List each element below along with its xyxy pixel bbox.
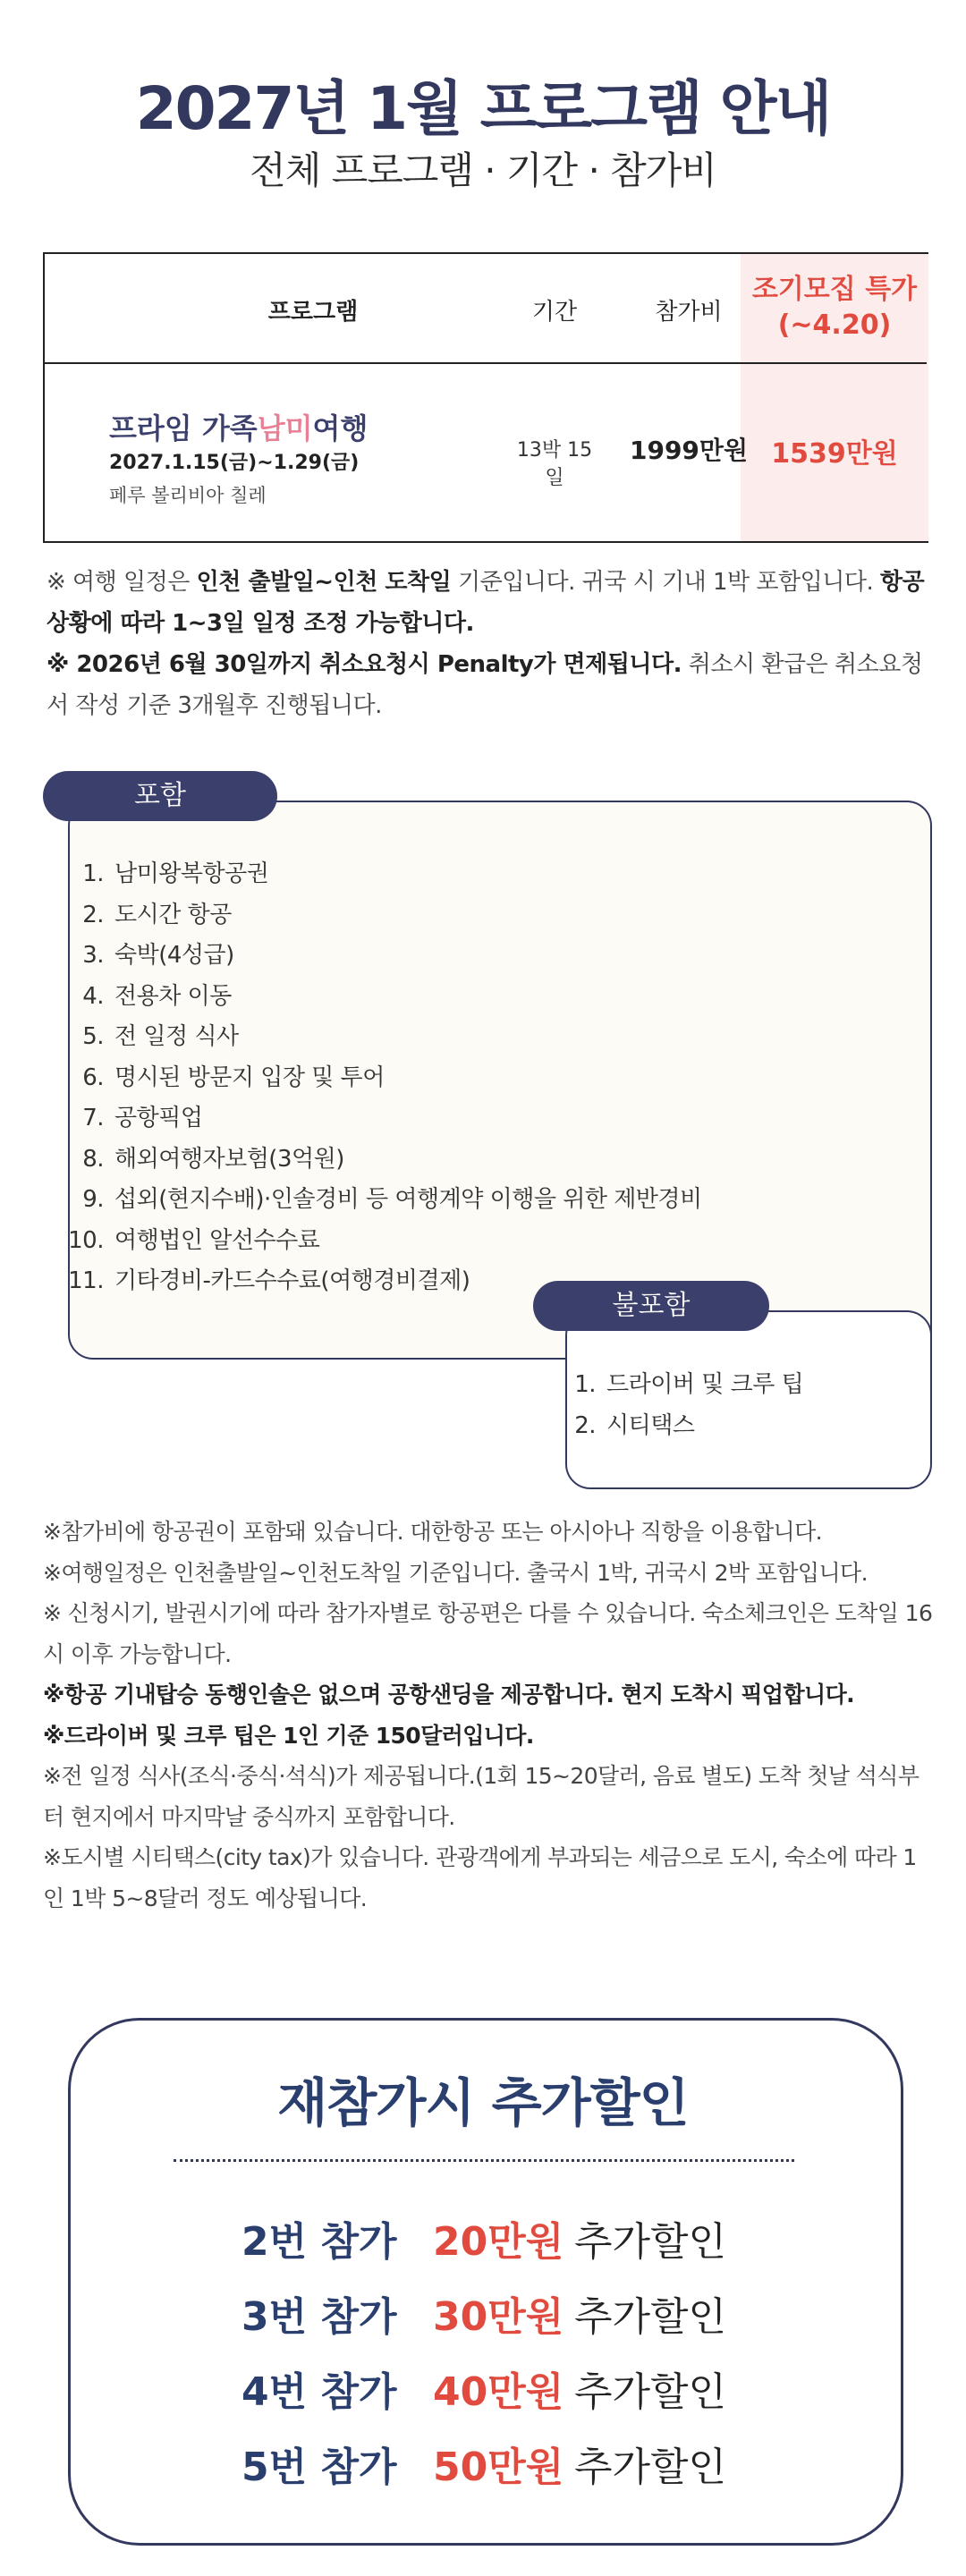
included-item-text: 공항픽업 <box>114 1105 203 1131</box>
discount-count: 3번 참가 <box>242 2294 397 2340</box>
detail-notes <box>43 1512 934 1919</box>
excluded-item-text: 시티택스 <box>606 1411 695 1439</box>
table-header-divider <box>45 362 927 364</box>
rejoin-discount-title: 재참가시 추가할인 <box>277 2072 689 2133</box>
included-item <box>63 936 868 977</box>
discount-row <box>242 2360 778 2417</box>
dotted-divider <box>174 2159 794 2162</box>
included-item-number: 9. <box>82 1186 104 1213</box>
included-item-text: 여행법인 알선수수료 <box>114 1226 320 1254</box>
page-title: 2027년 1월 프로그램 안내 <box>135 74 831 143</box>
included-item-number: 5. <box>82 1023 104 1050</box>
included-item-text: 도시간 항공 <box>114 901 232 928</box>
program-name-suffix: 여행 <box>312 411 369 445</box>
discount-count: 5번 참가 <box>242 2445 397 2490</box>
included-item-text: 숙박(4성급) <box>114 942 234 969</box>
discount-suffix: 추가할인 <box>574 2219 727 2265</box>
included-item-text: 기타경비-카드수수료(여행경비결제) <box>114 1267 470 1294</box>
cancellation-note <box>47 644 932 726</box>
included-item <box>63 1221 868 1262</box>
page-subtitle: 전체 프로그램 · 기간 · 참가비 <box>250 148 716 192</box>
included-item <box>63 1058 868 1099</box>
header-program: 프로그램 <box>267 299 359 326</box>
header-early-line2: (~4.20) <box>777 309 892 341</box>
included-item-number: 3. <box>82 942 104 969</box>
discount-amount: 30만원 <box>433 2294 564 2340</box>
program-name-prefix: 프라임 가족 <box>109 411 258 445</box>
note1-text-a: ※ 여행 일정은 <box>47 569 197 596</box>
included-item <box>63 854 868 895</box>
excluded-item-text: 드라이버 및 크루 팁 <box>606 1371 804 1398</box>
program-name-accent: 남미 <box>257 411 313 445</box>
detail-note: ※도시별 시티택스(city tax)가 있습니다. 관광객에게 부과되는 세금으로 도시, 숙소에 따라 1인 1박 5~8달러 정도 예상됩니다. <box>43 1844 917 1911</box>
header-fee: 참가비 <box>655 299 723 326</box>
schedule-note <box>47 562 932 644</box>
detail-note: ※참가비에 항공권이 포함돼 있습니다. 대한항공 또는 아시아나 직항을 이용합니다. <box>43 1519 822 1545</box>
included-item-number: 6. <box>82 1063 104 1091</box>
discount-amount: 40만원 <box>433 2369 564 2415</box>
program-fee: 1999만원 <box>629 436 749 465</box>
program-table <box>43 252 928 543</box>
program-period: 13박 15일 <box>516 439 593 489</box>
discount-suffix: 추가할인 <box>574 2294 727 2340</box>
included-item <box>63 1140 868 1181</box>
included-item-text: 해외여행자보험(3억원) <box>114 1145 344 1173</box>
discount-count: 4번 참가 <box>242 2369 397 2415</box>
program-early-fee: 1539만원 <box>771 438 898 470</box>
included-list <box>63 854 868 1302</box>
header-period: 기간 <box>531 299 578 326</box>
detail-note: ※드라이버 및 크루 팁은 1인 기준 150달러입니다. <box>43 1722 534 1749</box>
discount-amount: 20만원 <box>433 2219 564 2265</box>
included-item <box>63 1098 868 1140</box>
program-name <box>109 406 368 447</box>
included-item-number: 8. <box>82 1145 104 1173</box>
note1-text-d: 항공 상황에 따라 1~3일 일정 조정 가능합니다. <box>47 569 925 637</box>
discount-suffix: 추가할인 <box>574 2445 727 2490</box>
excluded-label: 불포함 <box>533 1281 769 1331</box>
note2-text-a: ※ 2026년 6월 30일까지 취소요청시 Penalty가 면제됩니다. <box>47 651 682 678</box>
included-item-number: 10. <box>68 1226 104 1254</box>
included-label: 포함 <box>43 771 277 821</box>
discount-row <box>242 2435 778 2492</box>
note1-text-b: 인천 출발일~인천 도착일 <box>196 569 452 596</box>
excluded-item <box>555 1365 912 1406</box>
discount-suffix: 추가할인 <box>574 2369 727 2415</box>
included-item-text: 섭외(현지수배)·인솔경비 등 여행계약 이행을 위한 제반경비 <box>114 1186 702 1213</box>
program-dates: 2027.1.15(금)~1.29(금) <box>109 452 360 474</box>
discount-amount: 50만원 <box>433 2445 564 2490</box>
excluded-item <box>555 1406 912 1447</box>
header-early-line1: 조기모집 특가 <box>751 274 918 305</box>
header-early-price <box>741 272 928 343</box>
included-item-text: 남미왕복항공권 <box>114 860 269 887</box>
discount-count: 2번 참가 <box>242 2219 397 2265</box>
included-item-number: 1. <box>82 860 104 887</box>
detail-note: ※여행일정은 인천출발일~인천도착일 기준입니다. 출국시 1박, 귀국시 2박 포함입니다. <box>43 1559 868 1586</box>
included-item <box>63 895 868 936</box>
detail-note: ※전 일정 식사(조식·중식·석식)가 제공됩니다.(1회 15~20달러, 음료 별도) 도착 첫날 석식부터 현지에서 마지막날 중식까지 포함합니다. <box>43 1763 919 1830</box>
included-item-number: 11. <box>68 1267 104 1294</box>
included-item-text: 명시된 방문지 입장 및 투어 <box>114 1063 385 1091</box>
excluded-item-number: 1. <box>574 1371 596 1398</box>
excluded-list <box>555 1365 912 1446</box>
excluded-item-number: 2. <box>574 1411 596 1439</box>
included-item-number: 7. <box>82 1105 104 1131</box>
included-item-text: 전용차 이동 <box>114 982 232 1010</box>
detail-note: ※항공 기내탑승 동행인솔은 없으며 공항샌딩을 제공합니다. 현지 도착시 픽업합니다. <box>43 1682 855 1707</box>
discount-row <box>242 2284 778 2342</box>
program-countries: 페루 볼리비아 칠레 <box>109 485 267 506</box>
note1-text-c: 기준입니다. 귀국 시 기내 1박 포함입니다. <box>451 569 881 596</box>
included-item <box>63 977 868 1018</box>
detail-note: ※ 신청시기, 발권시기에 따라 참가자별로 항공편은 다를 수 있습니다. 숙소체크인은 도착일 16시 이후 가능합니다. <box>43 1600 933 1667</box>
discount-row <box>242 2209 778 2267</box>
note2-text-b: 취소시 환급은 취소요청서 작성 기준 3개월후 진행됩니다. <box>47 651 923 719</box>
included-item-number: 4. <box>82 982 104 1010</box>
included-item <box>63 1017 868 1058</box>
included-item-number: 2. <box>82 901 104 928</box>
included-item-text: 전 일정 식사 <box>114 1023 239 1050</box>
included-item <box>63 1180 868 1221</box>
